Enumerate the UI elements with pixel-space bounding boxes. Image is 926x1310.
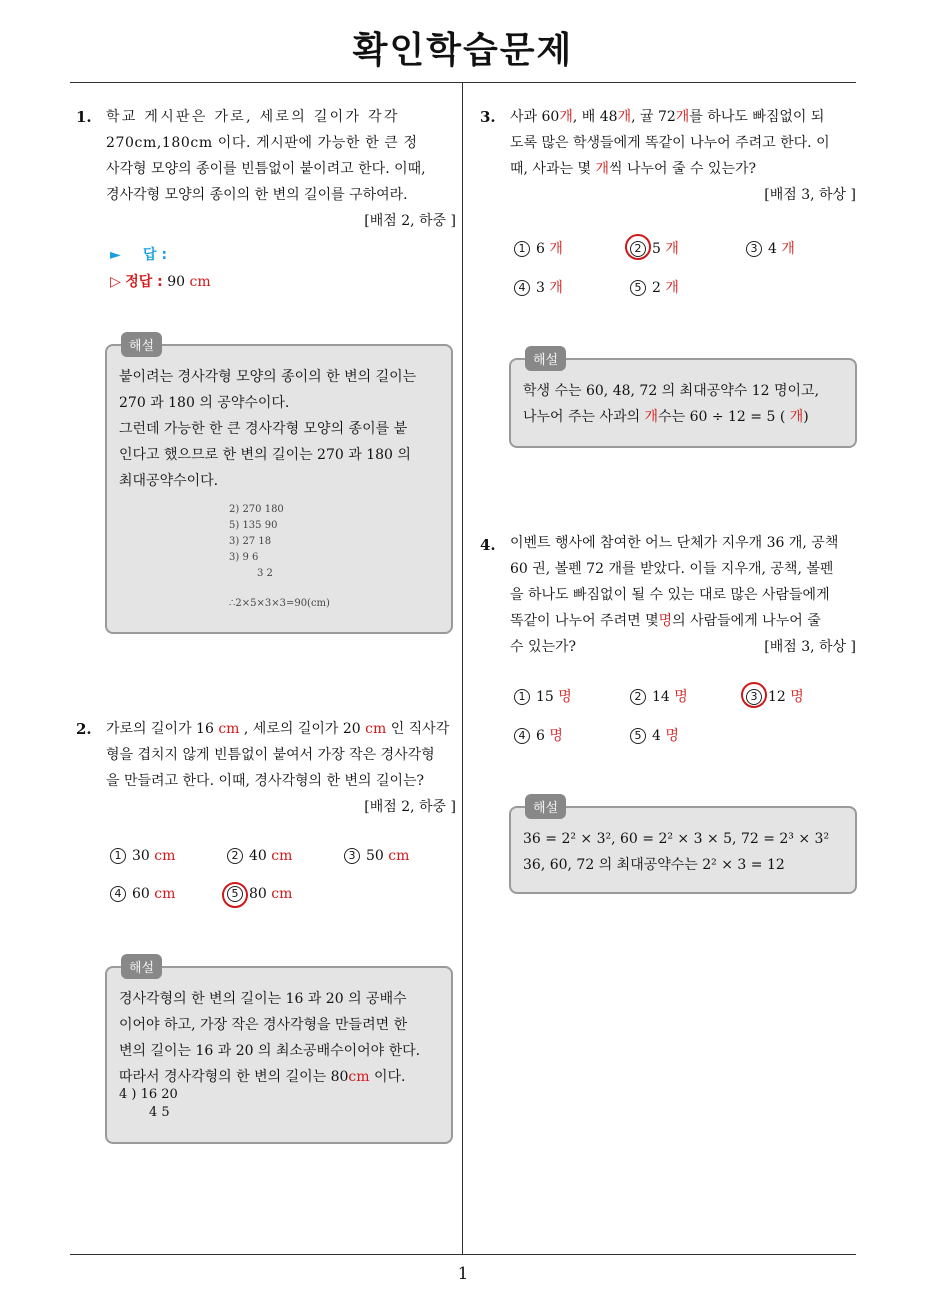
q4-exp-line-1: 36 = 2² × 3², 60 = 2² × 3 × 5, 72 = 2³ × 3² <box>523 831 830 847</box>
q4-explanation-tag: 해설 <box>525 794 566 819</box>
q2-text-part: 인 직사각 <box>390 721 450 737</box>
q3-text-part: , 배 48 <box>572 109 618 125</box>
circled-3-icon: 3 <box>344 848 360 864</box>
q4-text <box>510 530 856 660</box>
q4-line-4 <box>510 608 856 634</box>
q2-choice-4[interactable] <box>110 886 175 902</box>
q2-exp-unit: cm <box>348 1069 370 1085</box>
q1-line: 사각형 모양의 종이를 빈틈없이 붙이려고 한다. 이때, <box>106 161 426 177</box>
circled-2-icon: 2 <box>630 689 646 705</box>
q1-exp-line: 붙이려는 경사각형 모양의 종이의 한 변의 길이는 <box>119 369 417 385</box>
top-divider <box>70 82 856 83</box>
q2-choice-5[interactable] <box>227 886 292 902</box>
q2-text-part: 가로의 길이가 16 <box>106 721 214 737</box>
circled-5-icon: 5 <box>630 280 646 296</box>
q3-choice-2[interactable] <box>630 238 679 258</box>
circled-5-icon: 5 <box>227 886 243 902</box>
q3-line-3 <box>510 156 856 182</box>
q1-explanation-tag: 해설 <box>121 332 162 357</box>
choice-value: 5 <box>652 241 661 257</box>
q3-unit: 개 <box>617 109 632 125</box>
q1-calc-line: 3) 9 6 <box>229 552 259 563</box>
q2-unit: cm <box>218 721 240 737</box>
choice-unit: cm <box>154 886 176 902</box>
q3-text-part: 씩 나누어 줄 수 있는가? <box>608 161 756 177</box>
circled-1-icon: 1 <box>514 689 530 705</box>
q3-text-part: 사과 60 <box>510 109 560 125</box>
selected-mark-icon <box>741 682 767 708</box>
q4-meta: [배점 3, 하상 ] <box>764 639 856 655</box>
q1-text <box>106 104 456 234</box>
q1-line: 경사각형 모양의 종이의 한 변의 길이를 구하여라. <box>106 187 408 203</box>
choice-value: 14 <box>652 689 670 705</box>
page-number: 1 <box>457 1264 469 1284</box>
choice-value: 15 <box>536 689 554 705</box>
circled-5-icon: 5 <box>630 728 646 744</box>
q4-number: 4. <box>480 536 496 554</box>
bottom-divider <box>70 1254 856 1255</box>
choice-unit: cm <box>154 848 176 864</box>
q1-exp-line: 그런데 가능한 한 큰 경사각형 모양의 종이를 붙 <box>119 421 408 437</box>
q4-exp-line-2: 36, 60, 72 의 최대공약수는 2² × 3 = 12 <box>523 857 785 873</box>
q3-line-2: 도록 많은 학생들에게 똑같이 나누어 주려고 한다. 이 <box>510 135 830 151</box>
selected-mark-icon <box>222 882 248 908</box>
q3-text <box>510 104 856 208</box>
q4-line: 을 하나도 빠짐없이 될 수 있는 대로 많은 사람들에게 <box>510 587 830 603</box>
circled-2-icon: 2 <box>227 848 243 864</box>
q2-line-1 <box>106 716 456 742</box>
q4-choice-2[interactable] <box>630 686 688 706</box>
q4-explanation-text <box>523 826 829 878</box>
q1-correct-unit: cm <box>189 274 211 290</box>
q3-choice-3[interactable] <box>746 238 795 258</box>
q2-exp-line: 이어야 하고, 가장 작은 경사각형을 만들려면 한 <box>119 1017 408 1033</box>
q2-exp-line: 변의 길이는 16 과 20 의 최소공배수이어야 한다. <box>119 1043 421 1059</box>
q4-choice-1[interactable] <box>514 686 572 706</box>
choice-unit: 명 <box>790 689 804 705</box>
choice-value: 40 <box>249 848 267 864</box>
choice-value: 80 <box>249 886 267 902</box>
q1-explanation-box <box>105 339 453 634</box>
q2-line: 을 만들려고 한다. 이때, 경사각형의 한 변의 길이는? <box>106 773 425 789</box>
choice-value: 3 <box>536 280 545 296</box>
q4-text-part: 의 사람들에게 나누어 줄 <box>672 613 821 629</box>
q2-exp-text-part: 이다. <box>373 1069 406 1085</box>
q4-unit: 명 <box>658 613 673 629</box>
q1-answer-row <box>110 244 167 264</box>
choice-value: 30 <box>132 848 150 864</box>
q2-explanation-box <box>105 961 453 1144</box>
q3-text-part: , 귤 72 <box>631 109 676 125</box>
q3-choice-1[interactable] <box>514 238 563 258</box>
q3-meta: [배점 3, 하상 ] <box>764 187 856 203</box>
q3-unit: 개 <box>675 109 690 125</box>
q2-exp-text-part: 따라서 경사각형의 한 변의 길이는 80 <box>119 1069 349 1085</box>
selected-mark-icon <box>625 234 651 260</box>
q2-calc-line: 4 ) 16 20 <box>119 1087 178 1102</box>
q3-exp-text-part: ) <box>803 409 809 425</box>
q1-calc-line: 5) 135 90 <box>229 520 278 531</box>
q1-correct-value: 90 <box>167 274 186 290</box>
choice-value: 60 <box>132 886 150 902</box>
q3-explanation-box <box>509 353 857 448</box>
q4-choice-3[interactable] <box>746 686 804 706</box>
q1-explanation-text <box>119 364 416 494</box>
q1-calc-line: 3) 27 18 <box>229 536 272 547</box>
q2-line: 형을 겹치지 않게 빈틈없이 붙여서 가장 작은 경사각형 <box>106 747 435 763</box>
choice-value: 2 <box>652 280 661 296</box>
choice-unit: 개 <box>549 280 563 296</box>
q1-calc-line: 3 2 <box>257 568 273 579</box>
q1-exp-line: 270 과 180 의 공약수이다. <box>119 395 290 411</box>
choice-unit: cm <box>271 886 293 902</box>
q3-exp-line-2 <box>523 404 819 430</box>
q1-number: 1. <box>76 108 92 126</box>
choice-unit: 개 <box>781 241 795 257</box>
choice-value: 6 <box>536 728 545 744</box>
q1-calc-result: ∴2×5×3×3=90(cm) <box>229 598 330 609</box>
choice-unit: 개 <box>665 280 679 296</box>
choice-unit: cm <box>271 848 293 864</box>
q2-calc <box>119 1086 178 1122</box>
q4-text-part: 똑같이 나누어 주려면 몇 <box>510 613 659 629</box>
q4-line: 이벤트 행사에 참여한 어느 단체가 지우개 36 개, 공책 <box>510 535 839 551</box>
circled-3-icon: 3 <box>746 689 762 705</box>
q3-text-part: 를 하나도 빠짐없이 되 <box>689 109 825 125</box>
choice-unit: 명 <box>674 689 688 705</box>
q3-exp-unit: 개 <box>644 409 659 425</box>
q3-exp-unit: 개 <box>789 409 804 425</box>
circled-4-icon: 4 <box>514 280 530 296</box>
q4-choice-4[interactable] <box>514 725 563 745</box>
q3-explanation-text <box>523 378 819 430</box>
q3-unit: 개 <box>595 161 609 177</box>
q2-choice-2[interactable] <box>227 848 292 864</box>
q4-line-5: 수 있는가? <box>510 639 577 655</box>
choice-value: 6 <box>536 241 545 257</box>
circled-4-icon: 4 <box>514 728 530 744</box>
q2-explanation-text <box>119 986 420 1090</box>
choice-unit: 명 <box>558 689 572 705</box>
q1-answer-label: 답 : <box>143 247 168 263</box>
q2-unit: cm <box>365 721 387 737</box>
q1-calc-line: 2) 270 180 <box>229 504 284 515</box>
q2-explanation-tag: 해설 <box>121 954 162 979</box>
q2-exp-line: 경사각형의 한 변의 길이는 16 과 20 의 공배수 <box>119 991 407 1007</box>
choice-unit: 명 <box>549 728 563 744</box>
arrow-right-icon: ► <box>110 247 121 263</box>
q3-line-1 <box>510 104 856 130</box>
choice-unit: 개 <box>549 241 563 257</box>
circled-1-icon: 1 <box>514 241 530 257</box>
q4-line: 60 권, 볼펜 72 개를 받았다. 이들 지우개, 공책, 볼펜 <box>510 561 834 577</box>
q2-choice-3[interactable] <box>344 848 409 864</box>
q3-exp-text-part: 수는 60 ÷ 12 = 5 ( <box>658 409 786 425</box>
choice-value: 12 <box>768 689 786 705</box>
q1-exp-line: 인다고 했으므로 한 변의 길이는 270 과 180 의 <box>119 447 411 463</box>
circled-3-icon: 3 <box>746 241 762 257</box>
q3-choice-5[interactable] <box>630 277 679 297</box>
q3-number: 3. <box>480 108 496 126</box>
q3-explanation-tag: 해설 <box>525 346 566 371</box>
q3-text-part: 때, 사과는 몇 <box>510 161 591 177</box>
q2-number: 2. <box>76 720 92 738</box>
q4-choice-5[interactable] <box>630 725 679 745</box>
triangle-outline-icon: ▷ <box>110 274 121 290</box>
q3-exp-text-part: 나누어 주는 사과의 <box>523 409 641 425</box>
choice-unit: 개 <box>665 241 679 257</box>
q1-calc <box>229 502 330 612</box>
q1-exp-line: 최대공약수이다. <box>119 473 219 489</box>
q1-correct-label: 정답 : <box>125 274 163 290</box>
q3-unit: 개 <box>559 109 573 125</box>
q2-choice-1[interactable] <box>110 848 175 864</box>
q1-line: 학교 게시판은 가로, 세로의 길이가 각각 <box>106 109 400 125</box>
q2-meta: [배점 2, 하중 ] <box>364 799 456 815</box>
choice-unit: 명 <box>665 728 679 744</box>
choice-value: 4 <box>768 241 777 257</box>
q3-choice-4[interactable] <box>514 277 563 297</box>
q2-text <box>106 716 456 820</box>
column-divider <box>462 83 463 1255</box>
q2-text-part: , 세로의 길이가 20 <box>243 721 361 737</box>
q1-correct-row <box>110 271 211 291</box>
circled-1-icon: 1 <box>110 848 126 864</box>
choice-value: 4 <box>652 728 661 744</box>
choice-value: 50 <box>366 848 384 864</box>
q3-exp-line-1: 학생 수는 60, 48, 72 의 최대공약수 12 명이고, <box>523 383 820 399</box>
page-title: 확인학습문제 <box>352 30 574 71</box>
circled-4-icon: 4 <box>110 886 126 902</box>
q1-line: 270cm,180cm 이다. 게시판에 가능한 한 큰 정 <box>106 135 418 151</box>
q4-explanation-box <box>509 801 857 894</box>
q1-meta: [배점 2, 하중 ] <box>364 213 456 229</box>
q2-calc-line: 4 5 <box>149 1105 170 1120</box>
choice-unit: cm <box>388 848 410 864</box>
circled-2-icon: 2 <box>630 241 646 257</box>
